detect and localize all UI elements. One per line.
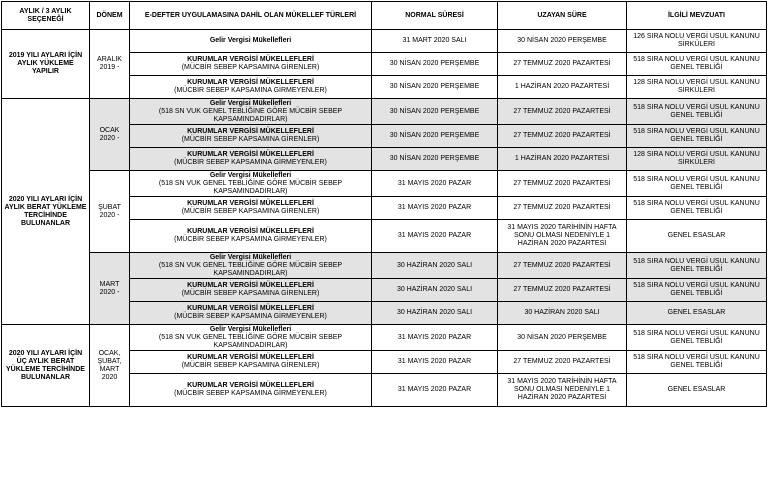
regulation-cell: GENEL ESASLAR xyxy=(627,374,767,407)
taxpayer-type-cell xyxy=(130,351,372,374)
extended-deadline-cell: 27 TEMMUZ 2020 PAZARTESİ xyxy=(498,253,627,279)
table-row xyxy=(2,171,767,197)
normal-deadline-cell: 30 NİSAN 2020 PERŞEMBE xyxy=(372,99,498,125)
taxpayer-type-cell xyxy=(130,171,372,197)
taxpayer-type-title: KURUMLAR VERGİSİ MÜKELLEFLERİ xyxy=(187,228,314,235)
taxpayer-type-subtitle: (518 SN VUK GENEL TEBLİĞİNE GÖRE MÜCBİR SEBEP KAPSAMINDADIRLAR) xyxy=(158,333,343,349)
taxpayer-type-subtitle: (MÜCBİR SEBEP KAPSAMINA GİRMEYENLER) xyxy=(174,390,327,397)
taxpayer-type-subtitle: (MÜCBİR SEBEP KAPSAMINA GİRENLER) xyxy=(181,64,320,71)
regulation-cell: 128 SIRA NOLU VERGİ USUL KANUNU SİRKÜLERİ xyxy=(627,76,767,99)
taxpayer-type-subtitle: (MÜCBİR SEBEP KAPSAMINA GİRENLER) xyxy=(181,136,320,143)
header-row xyxy=(2,2,767,30)
taxpayer-type-subtitle: (518 SN VUK GENEL TEBLİĞİNE GÖRE MÜCBİR SEBEP KAPSAMINDADIRLAR) xyxy=(158,179,343,195)
taxpayer-type-cell xyxy=(130,279,372,302)
choice-cell: 2019 YILI AYLARI İÇİN AYLIK YÜKLEME YAPILIR xyxy=(2,30,90,99)
regulation-cell: 518 SIRA NOLU VERGİ USUL KANUNU GENEL TEBLİĞİ xyxy=(627,325,767,351)
normal-deadline-cell: 30 NİSAN 2020 PERŞEMBE xyxy=(372,148,498,171)
taxpayer-type-subtitle: (MÜCBİR SEBEP KAPSAMINA GİRMEYENLER) xyxy=(174,87,327,94)
table-row xyxy=(2,99,767,125)
taxpayer-type-title: Gelir Vergisi Mükellefleri xyxy=(209,37,292,44)
regulation-cell: 518 SIRA NOLU VERGİ USUL KANUNU GENEL TEBLİĞİ xyxy=(627,197,767,220)
taxpayer-type-cell xyxy=(130,325,372,351)
extended-deadline-cell: 27 TEMMUZ 2020 PAZARTESİ xyxy=(498,99,627,125)
taxpayer-type-title: KURUMLAR VERGİSİ MÜKELLEFLERİ xyxy=(187,354,314,361)
normal-deadline-cell: 30 NİSAN 2020 PERŞEMBE xyxy=(372,53,498,76)
taxpayer-type-cell xyxy=(130,253,372,279)
regulation-cell: 518 SIRA NOLU VERGİ USUL KANUNU GENEL TEBLİĞİ xyxy=(627,253,767,279)
normal-deadline-cell: 30 HAZİRAN 2020 SALI xyxy=(372,279,498,302)
normal-deadline-cell: 30 NİSAN 2020 PERŞEMBE xyxy=(372,76,498,99)
taxpayer-type-cell xyxy=(130,76,372,99)
regulation-cell: 126 SIRA NOLU VERGİ USUL KANUNU SİRKÜLERİ xyxy=(627,30,767,53)
extended-deadline-cell: 27 TEMMUZ 2020 PAZARTESİ xyxy=(498,351,627,374)
taxpayer-type-title: Gelir Vergisi Mükellefleri xyxy=(209,99,292,107)
normal-deadline-cell: 31 MAYIS 2020 PAZAR xyxy=(372,325,498,351)
normal-deadline-cell: 30 HAZİRAN 2020 SALI xyxy=(372,253,498,279)
taxpayer-type-subtitle: (MÜCBİR SEBEP KAPSAMINA GİRMEYENLER) xyxy=(174,159,327,166)
taxpayer-type-cell xyxy=(130,30,372,53)
taxpayer-type-subtitle: (518 SN VUK GENEL TEBLİĞİNE GÖRE MÜCBİR SEBEP KAPSAMINDADIRLAR) xyxy=(158,261,343,277)
choice-cell: 2020 YILI AYLARI İÇİN ÜÇ AYLIK BERAT YÜKLEME TERCİHİNDE BULUNANLAR xyxy=(2,325,90,407)
period-cell: ŞUBAT 2020 - xyxy=(90,171,130,253)
taxpayer-type-subtitle: (MÜCBİR SEBEP KAPSAMINA GİRENLER) xyxy=(181,208,320,215)
e-defter-deadlines-table xyxy=(1,1,767,407)
extended-deadline-cell: 31 MAYIS 2020 TARİHİNİN HAFTA SONU OLMASI NEDENİYLE 1 HAZİRAN 2020 PAZARTESİ xyxy=(498,374,627,407)
regulation-cell: 518 SIRA NOLU VERGİ USUL KANUNU GENEL TEBLİĞİ xyxy=(627,99,767,125)
period-cell: MART 2020 - xyxy=(90,253,130,325)
normal-deadline-cell: 31 MAYIS 2020 PAZAR xyxy=(372,374,498,407)
regulation-cell: 518 SIRA NOLU VERGİ USUL KANUNU GENEL TEBLİĞİ xyxy=(627,351,767,374)
header-normal-deadline: NORMAL SÜRESİ xyxy=(372,2,498,30)
regulation-cell: 518 SIRA NOLU VERGİ USUL KANUNU GENEL TEBLİĞİ xyxy=(627,125,767,148)
extended-deadline-cell: 27 TEMMUZ 2020 PAZARTESİ xyxy=(498,125,627,148)
extended-deadline-cell: 1 HAZİRAN 2020 PAZARTESİ xyxy=(498,76,627,99)
taxpayer-type-cell xyxy=(130,302,372,325)
taxpayer-type-cell xyxy=(130,220,372,253)
taxpayer-type-subtitle: (MÜCBİR SEBEP KAPSAMINA GİRENLER) xyxy=(181,290,320,297)
regulation-cell: 518 SIRA NOLU VERGİ USUL KANUNU GENEL TEBLİĞİ xyxy=(627,279,767,302)
taxpayer-type-title: KURUMLAR VERGİSİ MÜKELLEFLERİ xyxy=(187,79,314,86)
taxpayer-type-cell xyxy=(130,125,372,148)
taxpayer-type-subtitle: (MÜCBİR SEBEP KAPSAMINA GİRMEYENLER) xyxy=(174,313,327,320)
normal-deadline-cell: 31 MAYIS 2020 PAZAR xyxy=(372,220,498,253)
period-cell: OCAK 2020 - xyxy=(90,99,130,171)
header-choice: AYLIK / 3 AYLIK SEÇENEĞİ xyxy=(2,2,90,30)
header-extended-deadline: UZAYAN SÜRE xyxy=(498,2,627,30)
normal-deadline-cell: 30 NİSAN 2020 PERŞEMBE xyxy=(372,125,498,148)
taxpayer-type-cell xyxy=(130,148,372,171)
extended-deadline-cell: 30 HAZİRAN 2020 SALI xyxy=(498,302,627,325)
table-row xyxy=(2,253,767,279)
extended-deadline-cell: 27 TEMMUZ 2020 PAZARTESİ xyxy=(498,53,627,76)
taxpayer-type-title: KURUMLAR VERGİSİ MÜKELLEFLERİ xyxy=(187,200,314,207)
taxpayer-type-title: KURUMLAR VERGİSİ MÜKELLEFLERİ xyxy=(187,151,314,158)
regulation-cell: 128 SIRA NOLU VERGİ USUL KANUNU SİRKÜLERİ xyxy=(627,148,767,171)
taxpayer-type-title: Gelir Vergisi Mükellefleri xyxy=(209,171,292,179)
normal-deadline-cell: 31 MAYIS 2020 PAZAR xyxy=(372,197,498,220)
taxpayer-type-subtitle: (MÜCBİR SEBEP KAPSAMINA GİRMEYENLER) xyxy=(174,236,327,243)
extended-deadline-cell: 31 MAYIS 2020 TARİHİNİN HAFTA SONU OLMASI NEDENİYLE 1 HAZİRAN 2020 PAZARTESİ xyxy=(498,220,627,253)
normal-deadline-cell: 31 MAYIS 2020 PAZAR xyxy=(372,171,498,197)
table-row xyxy=(2,325,767,351)
taxpayer-type-title: KURUMLAR VERGİSİ MÜKELLEFLERİ xyxy=(187,382,314,389)
extended-deadline-cell: 30 NİSAN 2020 PERŞEMBE xyxy=(498,30,627,53)
taxpayer-type-title: KURUMLAR VERGİSİ MÜKELLEFLERİ xyxy=(187,305,314,312)
extended-deadline-cell: 27 TEMMUZ 2020 PAZARTESİ xyxy=(498,279,627,302)
extended-deadline-cell: 27 TEMMUZ 2020 PAZARTESİ xyxy=(498,197,627,220)
taxpayer-type-title: Gelir Vergisi Mükellefleri xyxy=(209,253,292,261)
extended-deadline-cell: 30 NİSAN 2020 PERŞEMBE xyxy=(498,325,627,351)
regulation-cell: GENEL ESASLAR xyxy=(627,220,767,253)
taxpayer-type-subtitle: (518 SN VUK GENEL TEBLİĞİNE GÖRE MÜCBİR SEBEP KAPSAMINDADIRLAR) xyxy=(158,107,343,123)
extended-deadline-cell: 1 HAZİRAN 2020 PAZARTESİ xyxy=(498,148,627,171)
extended-deadline-cell: 27 TEMMUZ 2020 PAZARTESİ xyxy=(498,171,627,197)
taxpayer-type-cell xyxy=(130,53,372,76)
taxpayer-type-title: KURUMLAR VERGİSİ MÜKELLEFLERİ xyxy=(187,128,314,135)
regulation-cell: 518 SIRA NOLU VERGİ USUL KANUNU GENEL TEBLİĞİ xyxy=(627,53,767,76)
taxpayer-type-title: KURUMLAR VERGİSİ MÜKELLEFLERİ xyxy=(187,56,314,63)
taxpayer-type-cell xyxy=(130,197,372,220)
normal-deadline-cell: 30 HAZİRAN 2020 SALI xyxy=(372,302,498,325)
header-period: DÖNEM xyxy=(90,2,130,30)
choice-cell: 2020 YILI AYLARI İÇİN AYLIK BERAT YÜKLEME TERCİHİNDE BULUNANLAR xyxy=(2,99,90,325)
period-cell: OCAK, ŞUBAT, MART 2020 xyxy=(90,325,130,407)
regulation-cell: GENEL ESASLAR xyxy=(627,302,767,325)
taxpayer-type-subtitle: (MÜCBİR SEBEP KAPSAMINA GİRENLER) xyxy=(181,362,320,369)
taxpayer-type-cell xyxy=(130,374,372,407)
header-taxpayer-types: E-DEFTER UYGULAMASINA DAHİL OLAN MÜKELLEF TÜRLERİ xyxy=(130,2,372,30)
taxpayer-type-cell xyxy=(130,99,372,125)
header-regulation: İLGİLİ MEVZUATI xyxy=(627,2,767,30)
normal-deadline-cell: 31 MAYIS 2020 PAZAR xyxy=(372,351,498,374)
taxpayer-type-title: Gelir Vergisi Mükellefleri xyxy=(209,325,292,333)
regulation-cell: 518 SIRA NOLU VERGİ USUL KANUNU GENEL TEBLİĞİ xyxy=(627,171,767,197)
period-cell: ARALIK 2019 - xyxy=(90,30,130,99)
table-row xyxy=(2,30,767,53)
taxpayer-type-title: KURUMLAR VERGİSİ MÜKELLEFLERİ xyxy=(187,282,314,289)
normal-deadline-cell: 31 MART 2020 SALI xyxy=(372,30,498,53)
